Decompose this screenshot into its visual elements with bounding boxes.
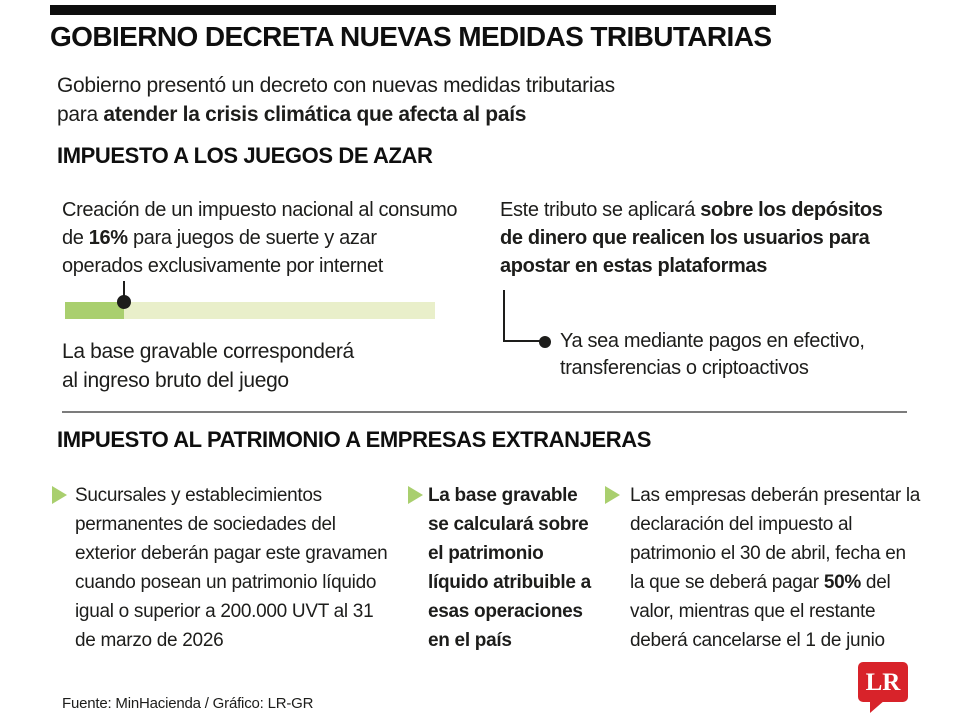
section-divider <box>62 411 907 413</box>
section2-column-1 <box>52 481 387 655</box>
percent-value: 50% <box>823 572 861 593</box>
column-line: Sucursales y establecimientos <box>75 485 322 506</box>
elbow-connector-line <box>503 290 543 342</box>
caption-line: al ingreso bruto del juego <box>62 369 289 392</box>
column-line <box>630 568 920 597</box>
slider-fill <box>65 302 124 319</box>
section1-left-paragraph <box>62 196 457 280</box>
paragraph-line <box>500 224 883 252</box>
tax-rate-slider <box>65 281 435 319</box>
paragraph-line <box>500 252 883 280</box>
column-line: en el país <box>428 630 512 651</box>
bullet-dot-icon <box>539 336 551 348</box>
column-line: se calculará sobre <box>428 514 589 535</box>
line-segment: del <box>860 572 891 593</box>
source-credit: Fuente: MinHacienda / Gráfico: LR-GR <box>62 695 314 712</box>
line-segment: sobre los depósitos <box>700 199 883 221</box>
page-title: GOBIERNO DECRETA NUEVAS MEDIDAS TRIBUTARIAS <box>50 21 772 52</box>
rate-value: 16% <box>88 227 128 249</box>
column-line: cuando posean un patrimonio líquido <box>75 572 377 593</box>
section1-right-paragraph <box>500 196 883 280</box>
column-line: declaración del impuesto al <box>630 514 853 535</box>
intro-text <box>57 71 615 129</box>
column-text <box>428 481 591 655</box>
line-segment: de <box>62 227 89 249</box>
line-segment: la que se deberá pagar <box>630 572 824 593</box>
line-segment: para juegos de suerte y azar <box>127 227 377 249</box>
intro-line-1: Gobierno presentó un decreto con nuevas medidas tributarias <box>57 74 615 97</box>
triangle-bullet-icon <box>408 486 423 504</box>
line-segment: de dinero que realicen los usuarios para <box>500 227 870 249</box>
triangle-bullet-icon <box>605 486 620 504</box>
section1-caption <box>62 337 354 395</box>
column-text <box>75 481 387 655</box>
column-line: el patrimonio <box>428 543 544 564</box>
paragraph-line: Creación de un impuesto nacional al consumo <box>62 199 458 221</box>
column-line: Las empresas deberán presentar la <box>630 485 921 506</box>
paragraph-line <box>62 224 457 252</box>
section2-column-3 <box>605 481 920 655</box>
column-text <box>630 481 920 655</box>
column-line: exterior deberán pagar este gravamen <box>75 543 388 564</box>
column-line: patrimonio el 30 de abril, fecha en <box>630 543 906 564</box>
top-rule <box>50 5 776 15</box>
column-line: de marzo de 2026 <box>75 630 224 651</box>
intro-line-2-regular: para <box>57 103 104 126</box>
column-line: valor, mientras que el restante <box>630 601 876 622</box>
column-line: permanentes de sociedades del <box>75 514 336 535</box>
intro-line-2-bold: atender la crisis climática que afecta al país <box>103 103 527 126</box>
lr-brand-logo <box>858 662 908 702</box>
line-segment: apostar en estas plataformas <box>500 255 767 277</box>
line-segment: Este tributo se aplicará <box>500 199 701 221</box>
lr-logo-text: LR <box>865 668 901 696</box>
paragraph-line: operados exclusivamente por internet <box>62 255 383 277</box>
column-line: igual o superior a 200.000 UVT al 31 <box>75 601 374 622</box>
bullet-line: transferencias o criptoactivos <box>560 357 809 379</box>
section1-bullet-text <box>560 328 865 382</box>
column-line: La base gravable <box>428 485 578 506</box>
caption-line: La base gravable corresponderá <box>62 340 354 363</box>
section2-column-2 <box>408 481 591 655</box>
section1-heading: IMPUESTO A LOS JUEGOS DE AZAR <box>57 143 433 168</box>
column-line: esas operaciones <box>428 601 583 622</box>
lr-logo-tail <box>870 700 885 713</box>
paragraph-line <box>500 196 883 224</box>
intro-line-2 <box>57 100 615 129</box>
column-line: líquido atribuible a <box>428 572 591 593</box>
bullet-line: Ya sea mediante pagos en efectivo, <box>560 330 865 352</box>
triangle-bullet-icon <box>52 486 67 504</box>
column-line: deberá cancelarse el 1 de junio <box>630 630 885 651</box>
section2-heading: IMPUESTO AL PATRIMONIO A EMPRESAS EXTRANJERAS <box>57 427 651 452</box>
